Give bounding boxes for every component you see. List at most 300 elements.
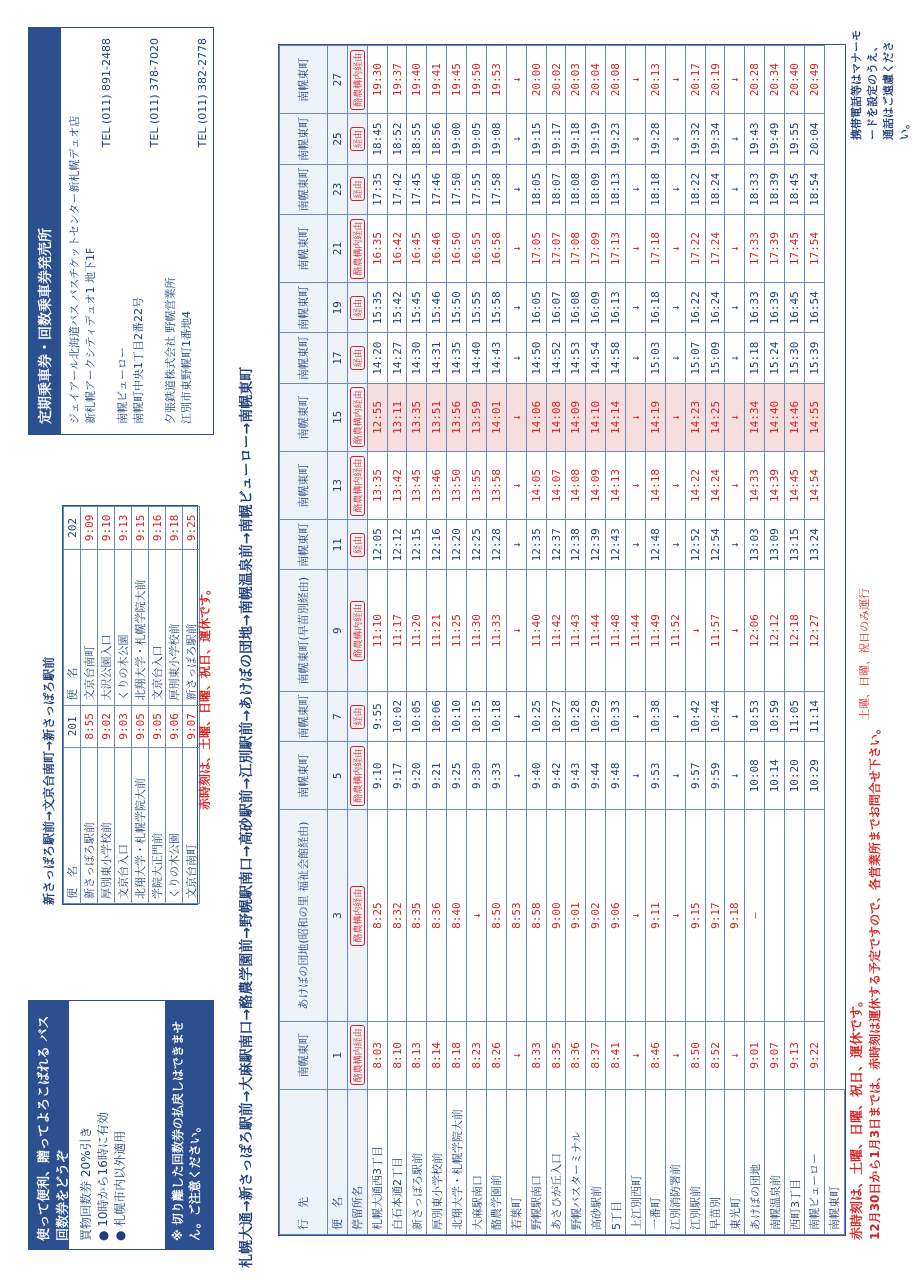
time-cell: 13:56	[447, 383, 467, 451]
via-cell	[347, 520, 367, 570]
time-cell: 16:22	[685, 283, 705, 333]
via-tag: 経由	[350, 177, 365, 201]
small-time: 9:02	[98, 705, 115, 748]
time-cell: ↓	[725, 164, 745, 214]
small-row	[149, 507, 166, 904]
time-cell: 17:18	[645, 214, 665, 282]
stop-name: 上江別西町	[626, 1090, 646, 1235]
time-cell: ↓	[506, 333, 526, 383]
small-stop: くりの木公園	[115, 549, 132, 705]
time-cell: 18:54	[804, 164, 824, 214]
time-cell: 9:25	[447, 742, 467, 810]
time-cell: 14:14	[606, 383, 626, 451]
time-cell: 9:40	[526, 742, 546, 810]
via-cell	[347, 214, 367, 282]
service-number: 21	[327, 214, 347, 282]
time-cell: ↓	[665, 283, 685, 333]
time-cell: 14:19	[645, 383, 665, 451]
time-cell: 14:45	[785, 451, 805, 519]
time-cell: 12:12	[387, 520, 407, 570]
time-cell: 16:42	[387, 214, 407, 282]
time-cell: 14:33	[745, 451, 765, 519]
time-cell: ↓	[725, 114, 745, 164]
small-time: 9:05	[132, 705, 149, 748]
dest-cell: 南幌東町	[280, 283, 328, 333]
time-cell: 9:48	[606, 742, 626, 810]
time-cell: 13:35	[407, 383, 427, 451]
time-cell: 17:24	[705, 214, 725, 282]
time-cell: 19:18	[566, 114, 586, 164]
time-cell: 14:55	[804, 383, 824, 451]
time-cell: 14:46	[785, 383, 805, 451]
time-cell: ↓	[626, 1021, 646, 1089]
time-cell: 9:10	[367, 742, 387, 810]
time-cell: 14:07	[546, 451, 566, 519]
time-cell: ↓	[665, 451, 685, 519]
small-route-grid	[63, 506, 200, 904]
time-cell: 19:43	[745, 114, 765, 164]
time-cell	[765, 810, 785, 1021]
phone-note	[848, 30, 912, 140]
timetable-row	[745, 46, 765, 1235]
time-cell: 13:59	[467, 383, 487, 451]
time-cell: 20:19	[705, 46, 725, 114]
time-cell: 20:04	[804, 114, 824, 164]
dest-cell: 南幌東町	[280, 164, 328, 214]
timetable-row	[546, 46, 566, 1235]
time-cell: 14:01	[486, 383, 506, 451]
time-cell: 20:49	[804, 46, 824, 114]
stop-name: 一番町	[645, 1090, 665, 1235]
time-cell: 14:25	[705, 383, 725, 451]
dest-cell: 南幌東町	[280, 1021, 328, 1089]
time-cell: 15:07	[685, 333, 705, 383]
timetable-row	[447, 46, 467, 1235]
time-cell: 19:40	[407, 46, 427, 114]
time-cell: 8:40	[447, 810, 467, 1021]
time-cell: 20:04	[586, 46, 606, 114]
stop-name: 東光町	[725, 1090, 745, 1235]
time-cell: 19:41	[427, 46, 447, 114]
stop-name: あさひが丘入口	[546, 1090, 566, 1235]
time-cell: 18:22	[685, 164, 705, 214]
time-cell: 15:46	[427, 283, 447, 333]
dest-cell: 南幌東町	[280, 520, 328, 570]
time-cell: ↓	[467, 810, 487, 1021]
via-cell	[347, 810, 367, 1021]
dest-cell: 南幌東町(早苗別経由)	[280, 570, 328, 691]
time-cell: 14:09	[586, 451, 606, 519]
timetable-row	[685, 46, 705, 1235]
time-cell: 17:22	[685, 214, 705, 282]
time-cell: ↓	[506, 283, 526, 333]
dest-cell: 南幌東町	[280, 114, 328, 164]
time-cell: 9:42	[546, 742, 566, 810]
time-cell: 11:49	[645, 570, 665, 691]
via-tag: 酪農構内経由	[350, 601, 365, 661]
timetable-row	[427, 46, 447, 1235]
time-cell: 20:13	[645, 46, 665, 114]
stop-name: 北翔大学・札幌学院大前	[447, 1090, 467, 1235]
time-cell: 14:08	[546, 383, 566, 451]
via-tag: 酪農構内経由	[350, 219, 365, 279]
timetable-row	[586, 46, 606, 1235]
time-cell: 16:24	[705, 283, 725, 333]
time-cell: ↓	[725, 333, 745, 383]
time-cell: 16:39	[765, 283, 785, 333]
service-number: 5	[327, 742, 347, 810]
small-time: 9:25	[183, 507, 200, 550]
timetable-row	[526, 46, 546, 1235]
time-cell: 14:22	[685, 451, 705, 519]
via-tag: 経由	[350, 533, 365, 557]
timetable-row	[824, 46, 844, 1235]
office3-addr: 江別市東野幌町1番地4	[180, 311, 193, 424]
service-number: 19	[327, 283, 347, 333]
via-row	[347, 46, 367, 1235]
time-cell: 8:58	[526, 810, 546, 1021]
small-time: 8:55	[81, 705, 98, 748]
time-cell: 12:54	[705, 520, 725, 570]
time-cell: 11:48	[606, 570, 626, 691]
time-cell: 19:32	[685, 114, 705, 164]
time-cell: 12:15	[407, 520, 427, 570]
time-cell: 9:17	[387, 742, 407, 810]
time-cell: ↓	[725, 570, 745, 691]
time-cell: 9:21	[427, 742, 447, 810]
time-cell: 17:35	[367, 164, 387, 214]
time-cell: 17:42	[387, 164, 407, 214]
time-cell: 10:20	[785, 742, 805, 810]
via-tag: 酪農構内経由	[350, 746, 365, 806]
small-stop: 厚別東小学校前	[166, 549, 183, 705]
time-cell: 11:44	[626, 570, 646, 691]
small-red-note	[196, 480, 213, 810]
timetable-row	[665, 46, 685, 1235]
time-cell: ↓	[725, 214, 745, 282]
small-red-note-text: 赤時刻は、土曜、日曜、祝日、運休です。	[198, 582, 212, 810]
office1-addr: 新札幌アークシティデュオ1 地下1F	[84, 247, 97, 424]
time-cell: 8:36	[427, 810, 447, 1021]
time-cell: 13:15	[785, 520, 805, 570]
time-cell: 10:02	[387, 691, 407, 741]
time-cell: 8:10	[387, 1021, 407, 1089]
time-cell: 12:27	[804, 570, 824, 691]
time-cell: 13:58	[486, 451, 506, 519]
office2-tel: TEL (011) 378-7020	[148, 38, 161, 148]
time-cell: 14:09	[566, 383, 586, 451]
stop-name: 5丁目	[606, 1090, 626, 1235]
via-cell	[347, 164, 367, 214]
time-cell: ↓	[626, 164, 646, 214]
time-cell: 19:17	[546, 114, 566, 164]
time-cell: 10:06	[427, 691, 447, 741]
time-cell: 9:11	[645, 810, 665, 1021]
red-note-text: 赤時刻は、土曜、日曜、祝日、運休です。	[850, 994, 865, 1240]
time-cell: 15:24	[765, 333, 785, 383]
time-cell: 15:55	[467, 283, 487, 333]
time-cell: 20:02	[546, 46, 566, 114]
time-cell: 12:43	[606, 520, 626, 570]
time-cell: 19:28	[645, 114, 665, 164]
time-cell: 20:17	[685, 46, 705, 114]
holiday-note-text: 12月30日から1月3日までは、赤時刻は運休する予定ですので、各営業所までお問合せ下さい。	[868, 722, 882, 1240]
time-cell: 10:59	[765, 691, 785, 741]
time-cell: 18:07	[546, 164, 566, 214]
time-cell: 19:45	[447, 46, 467, 114]
dest-cell: 南幌東町	[280, 742, 328, 810]
time-cell: 17:33	[745, 214, 765, 282]
time-cell: 14:39	[765, 451, 785, 519]
weekend-only-text: 土曜、日曜、祝日のみ運行	[858, 588, 871, 720]
timetable-row	[467, 46, 487, 1235]
service-number: 25	[327, 114, 347, 164]
timetable-row	[765, 46, 785, 1235]
small-time: 9:15	[132, 507, 149, 550]
time-cell: 18:24	[705, 164, 725, 214]
time-cell: 9:43	[566, 742, 586, 810]
time-cell: 9:44	[586, 742, 606, 810]
small-row	[166, 507, 183, 904]
time-cell: 10:05	[407, 691, 427, 741]
stop-name: 南幌温泉前	[765, 1090, 785, 1235]
time-cell: 9:01	[745, 1021, 765, 1089]
time-cell: ↓	[665, 383, 685, 451]
time-cell: ↓	[506, 520, 526, 570]
time-cell: ↓	[725, 383, 745, 451]
service-number: 1	[327, 1021, 347, 1089]
time-cell: 8:36	[566, 1021, 586, 1089]
time-cell: 11:57	[705, 570, 725, 691]
time-cell: 12:28	[486, 520, 506, 570]
time-cell: 19:50	[467, 46, 487, 114]
time-cell: 9:07	[765, 1021, 785, 1089]
time-cell: 20:40	[785, 46, 805, 114]
stop-name: 南幌東町	[824, 1090, 844, 1235]
small-stop: 厚別東小学校前	[98, 748, 115, 904]
time-cell: 8:13	[407, 1021, 427, 1089]
small-service-201: 201	[64, 705, 81, 748]
time-cell: 14:52	[546, 333, 566, 383]
time-cell: 10:33	[606, 691, 626, 741]
phone-note-text: 携帯電話等はマナーモードを設定のうえ、通話はご遠慮ください。	[850, 30, 911, 140]
time-cell: 14:10	[586, 383, 606, 451]
service-number: 3	[327, 810, 347, 1021]
via-tag: 酪農構内経由	[350, 387, 365, 447]
time-cell: 19:15	[526, 114, 546, 164]
time-cell: 12:18	[785, 570, 805, 691]
time-cell: 14:34	[745, 383, 765, 451]
time-cell: 17:54	[804, 214, 824, 282]
time-cell: 16:54	[804, 283, 824, 333]
small-stop: 新さっぽろ駅前	[183, 549, 200, 705]
time-cell: 19:08	[486, 114, 506, 164]
time-cell: 13:55	[467, 451, 487, 519]
timetable-row	[486, 46, 506, 1235]
time-cell: 10:29	[586, 691, 606, 741]
coupon-banner-text: 使って便利、贈ってよろこばれる バス回数券をどうぞ	[37, 1015, 71, 1241]
stop-header: 停留所名	[347, 1090, 367, 1235]
small-stop: 文京台入口	[115, 748, 132, 904]
time-cell: 15:18	[745, 333, 765, 383]
time-cell: 16:58	[486, 214, 506, 282]
time-cell: 14:31	[427, 333, 447, 383]
time-cell: 16:09	[586, 283, 606, 333]
ticket-office-banner	[29, 28, 61, 434]
small-row	[81, 507, 98, 904]
time-cell: 14:35	[447, 333, 467, 383]
time-cell: 8:33	[526, 1021, 546, 1089]
dest-cell: 南幌東町	[280, 451, 328, 519]
time-cell: 17:13	[606, 214, 626, 282]
via-cell	[347, 333, 367, 383]
time-cell: 11:33	[486, 570, 506, 691]
time-cell: 19:37	[387, 46, 407, 114]
time-cell: 12:12	[765, 570, 785, 691]
time-cell: 16:18	[645, 283, 665, 333]
time-cell: 9:53	[645, 742, 665, 810]
weekend-only-note	[856, 520, 872, 720]
small-stop: 学院大正門前	[149, 748, 166, 904]
time-cell: 18:45	[367, 114, 387, 164]
time-cell: 10:25	[526, 691, 546, 741]
stop-name: 酪農学園前	[486, 1090, 506, 1235]
time-cell: 11:05	[785, 691, 805, 741]
coupon-warning-text: ※ 切り離した回数券の払戻しはできません。ご注意ください。	[171, 1021, 202, 1241]
time-cell: 11:30	[467, 570, 487, 691]
time-cell: 17:46	[427, 164, 447, 214]
time-cell: 14:53	[566, 333, 586, 383]
time-cell: 13:51	[427, 383, 447, 451]
time-cell: ↓	[665, 46, 685, 114]
time-cell: ↓	[725, 520, 745, 570]
time-cell: 17:39	[765, 214, 785, 282]
dest-row	[280, 46, 328, 1235]
time-cell: 8:50	[685, 1021, 705, 1089]
time-cell: 10:18	[486, 691, 506, 741]
time-cell: 13:42	[387, 451, 407, 519]
stop-name: 新さっぽろ駅前	[407, 1090, 427, 1235]
time-cell: ↓	[665, 1021, 685, 1089]
time-cell: 10:28	[566, 691, 586, 741]
timetable-row	[626, 46, 646, 1235]
time-cell: 8:32	[387, 810, 407, 1021]
time-cell: 13:03	[745, 520, 765, 570]
via-tag: 酪農構内経由	[350, 50, 365, 110]
coupon-line2: ● 10時から16時に有効	[96, 1112, 110, 1241]
small-service-202: 202	[64, 507, 81, 550]
time-cell: 11:42	[546, 570, 566, 691]
time-cell	[804, 810, 824, 1021]
time-cell: 18:56	[427, 114, 447, 164]
time-cell: 12:39	[586, 520, 606, 570]
time-cell: 18:13	[606, 164, 626, 214]
time-cell: 14:50	[526, 333, 546, 383]
time-cell: 12:37	[546, 520, 566, 570]
ticket-office-box	[28, 27, 214, 435]
timetable-row	[645, 46, 665, 1235]
time-cell: 20:28	[745, 46, 765, 114]
time-cell: 12:52	[685, 520, 705, 570]
time-cell: 12:06	[745, 570, 765, 691]
time-cell: 17:55	[467, 164, 487, 214]
time-cell: 19:34	[705, 114, 725, 164]
stop-name: 西町3丁目	[785, 1090, 805, 1235]
dest-cell: 南幌東町	[280, 46, 328, 114]
via-cell	[347, 383, 367, 451]
time-cell: 18:45	[785, 164, 805, 214]
time-cell: —	[745, 810, 765, 1021]
time-cell: 9:30	[467, 742, 487, 810]
time-cell: 12:20	[447, 520, 467, 570]
time-cell: ↓	[506, 214, 526, 282]
time-cell: 10:53	[745, 691, 765, 741]
time-cell: 9:55	[367, 691, 387, 741]
coupon-box	[28, 1000, 214, 1250]
time-cell: 17:07	[546, 214, 566, 282]
time-cell: 11:25	[447, 570, 467, 691]
timetable-row	[506, 46, 526, 1235]
stop-name: 早苗別	[705, 1090, 725, 1235]
small-time: 9:06	[166, 705, 183, 748]
time-cell: 16:46	[427, 214, 447, 282]
time-cell: 8:03	[367, 1021, 387, 1089]
timetable-row	[387, 46, 407, 1235]
via-cell	[347, 742, 367, 810]
timetable-row	[606, 46, 626, 1235]
time-cell: ↓	[626, 742, 646, 810]
time-cell: 16:05	[526, 283, 546, 333]
time-cell: 20:08	[606, 46, 626, 114]
time-cell	[785, 810, 805, 1021]
time-cell: 11:52	[665, 570, 685, 691]
timetable-row	[367, 46, 387, 1235]
dest-cell: 南幌東町	[280, 214, 328, 282]
time-cell: 19:55	[785, 114, 805, 164]
time-cell: 8:26	[486, 1021, 506, 1089]
time-cell: ↓	[626, 333, 646, 383]
red-time-note	[846, 640, 865, 1240]
office1-tel: TEL (011) 891-2488	[100, 38, 113, 148]
time-cell: 15:39	[804, 333, 824, 383]
time-cell: 11:44	[586, 570, 606, 691]
small-stop: くりの木公園	[166, 748, 183, 904]
time-cell: 18:39	[765, 164, 785, 214]
time-cell: 12:16	[427, 520, 447, 570]
via-cell	[347, 114, 367, 164]
time-cell: 14:08	[566, 451, 586, 519]
time-cell: 15:03	[645, 333, 665, 383]
via-tag: 経由	[350, 346, 365, 370]
time-cell: ↓	[665, 691, 685, 741]
time-cell: ↓	[506, 742, 526, 810]
office3-tel: TEL (011) 382-2778	[196, 38, 209, 148]
coupon-line3: ● 札幌市内以外適用	[113, 1130, 127, 1241]
time-cell: 19:23	[606, 114, 626, 164]
small-time: 9:03	[115, 705, 132, 748]
small-route-title	[40, 505, 57, 905]
time-cell: 16:07	[546, 283, 566, 333]
time-cell: 14:27	[387, 333, 407, 383]
timetable-row	[725, 46, 745, 1235]
stop-name: 江別駅前	[685, 1090, 705, 1235]
time-cell: ↓	[665, 164, 685, 214]
time-cell: 14:20	[367, 333, 387, 383]
time-cell: 19:30	[367, 46, 387, 114]
time-cell: 16:35	[367, 214, 387, 282]
small-stop: 大沢公園入口	[98, 549, 115, 705]
stop-name: 南幌ビューロー	[804, 1090, 824, 1235]
